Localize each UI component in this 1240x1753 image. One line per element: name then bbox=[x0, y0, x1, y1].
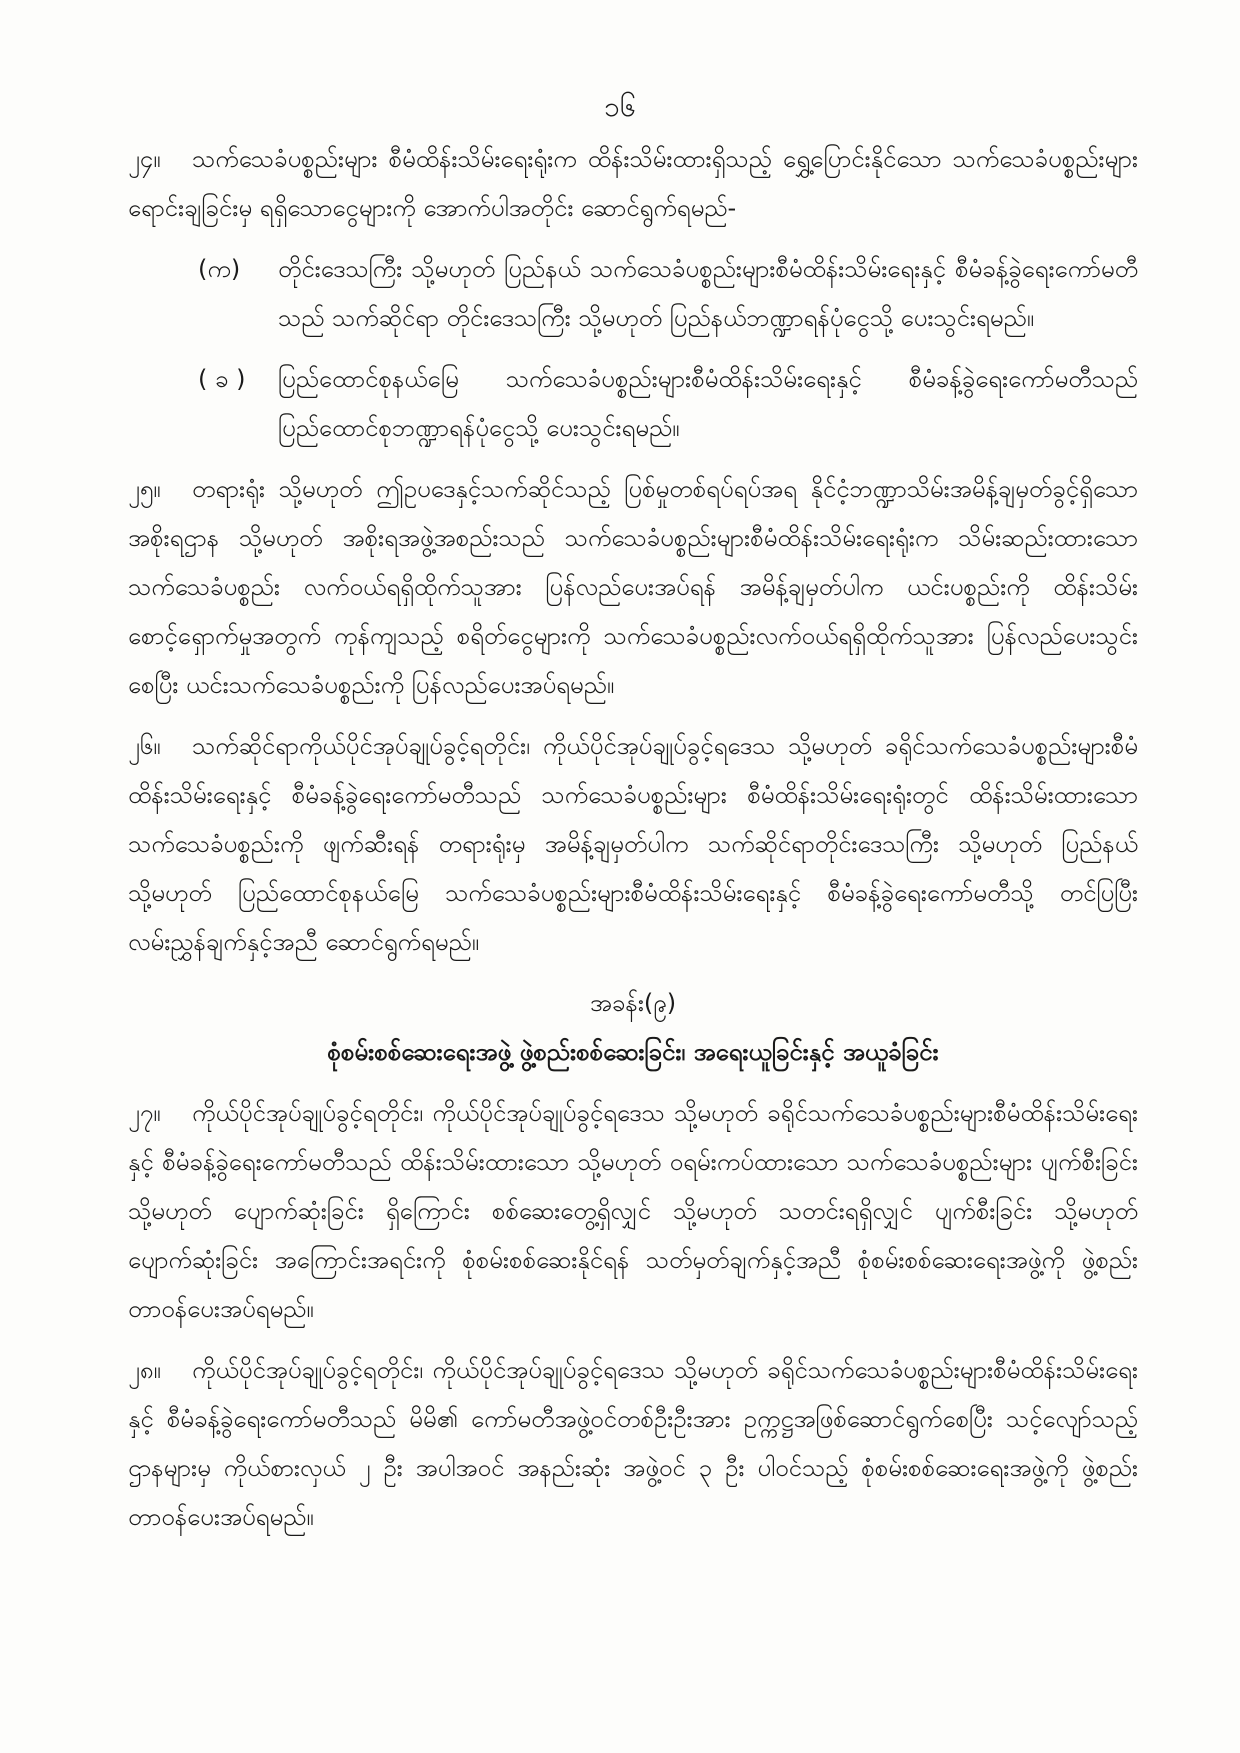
section-27 bbox=[128, 1089, 1138, 1334]
subitem-text: တိုင်းဒေသကြီး သို့မဟုတ် ပြည်နယ် သက်သေခံပစ္စည်းများစီမံထိန်းသိမ်းရေးနှင့် စီမံခန့်ခွဲရေးကော်မတီသည် သက်ဆိုင်ရာ တိုင်းဒေသကြီး သို့မဟုတ် ပြည်နယ်ဘဏ္ဍာရန်ပုံငွေသို့ ပေးသွင်းရမည်။ bbox=[278, 255, 1138, 332]
section-28 bbox=[128, 1346, 1138, 1542]
chapter-heading: စုံစမ်းစစ်ဆေးရေးအဖွဲ့ ဖွဲ့စည်းစစ်ဆေးခြင်း၊ အရေးယူခြင်းနှင့် အယူခံခြင်း bbox=[327, 1038, 939, 1066]
section-text: ကိုယ်ပိုင်အုပ်ချုပ်ခွင့်ရတိုင်း၊ ကိုယ်ပိုင်အုပ်ချုပ်ခွင့်ရဒေသ သို့မဟုတ် ခရိုင်သက်သေခံပစ္စည်းများစီမံထိန်းသိမ်းရေးနှင့် စီမံခန့်ခွဲရေးကော်မတီသည် မိမိ၏ ကော်မတီအဖွဲ့ဝင်တစ်ဦးဦးအား ဥက္ကဋ္ဌအဖြစ်ဆောင်ရွက်စေပြီး သင့်လျော်သည့်ဌာနများမှ ကိုယ်စားလှယ် ၂ ဦး အပါအဝင် အနည်းဆုံး အဖွဲ့ဝင် ၃ ဦး ပါဝင်သည့် စုံစမ်းစစ်ဆေးရေးအဖွဲ့ကို ဖွဲ့စည်းတာဝန်ပေးအပ်ရမည်။ bbox=[128, 1356, 1138, 1531]
subitem-label: ( ခ ) bbox=[198, 365, 246, 393]
page-number: ၁၆ bbox=[604, 90, 636, 123]
subitem-ka bbox=[198, 245, 1138, 343]
chapter-number: အခန်း(၉) bbox=[589, 989, 677, 1017]
section-number: ၂၇။ bbox=[128, 1099, 161, 1127]
subitem-text: ပြည်ထောင်စုနယ်မြေ သက်သေခံပစ္စည်းများစီမံထိန်းသိမ်းရေးနှင့် စီမံခန့်ခွဲရေးကော်မတီသည် ပြည်ထောင်စုဘဏ္ဍာရန်ပုံငွေသို့ ပေးသွင်းရမည်။ bbox=[278, 365, 1138, 442]
section-24 bbox=[128, 135, 1138, 233]
section-text: သက်ဆိုင်ရာကိုယ်ပိုင်အုပ်ချုပ်ခွင့်ရတိုင်း၊ ကိုယ်ပိုင်အုပ်ချုပ်ခွင့်ရဒေသ သို့မဟုတ် ခရိုင်သက်သေခံပစ္စည်းများစီမံထိန်းသိမ်းရေးနှင့် စီမံခန့်ခွဲရေးကော်မတီသည် သက်သေခံပစ္စည်းများ စီမံထိန်းသိမ်းရေးရုံးတွင် ထိန်းသိမ်းထားသော သက်သေခံပစ္စည်းကို ဖျက်ဆီးရန် တရားရုံးမှ အမိန့်ချမှတ်ပါက သက်ဆိုင်ရာတိုင်းဒေသကြီး သို့မဟုတ် ပြည်နယ် သို့မဟုတ် ပြည်ထောင်စုနယ်မြေ သက်သေခံပစ္စည်းများစီမံထိန်းသိမ်းရေးနှင့် စီမံခန့်ခွဲရေးကော်မတီသို့ တင်ပြပြီး လမ်းညွှန်ချက်နှင့်အညီ ဆောင်ရွက်ရမည်။ bbox=[128, 732, 1138, 956]
section-number: ၂၄။ bbox=[128, 145, 161, 173]
section-25 bbox=[128, 465, 1138, 710]
document-body bbox=[128, 135, 1138, 1554]
section-26 bbox=[128, 722, 1138, 967]
section-text: တရားရုံး သို့မဟုတ် ဤဥပဒေနှင့်သက်ဆိုင်သည့် ပြစ်မှုတစ်ရပ်ရပ်အရ နိုင်ငံ့ဘဏ္ဍာသိမ်းအမိန့်ချမှတ်ခွင့်ရှိသော အစိုးရဌာန သို့မဟုတ် အစိုးရအဖွဲ့အစည်းသည် သက်သေခံပစ္စည်းများစီမံထိန်းသိမ်းရေးရုံးက သိမ်းဆည်းထားသော သက်သေခံပစ္စည်း လက်ဝယ်ရရှိထိုက်သူအား ပြန်လည်ပေးအပ်ရန် အမိန့်ချမှတ်ပါက ယင်းပစ္စည်းကို ထိန်းသိမ်းစောင့်ရှောက်မှုအတွက် ကုန်ကျသည့် စရိတ်ငွေများကို သက်သေခံပစ္စည်းလက်ဝယ်ရရှိထိုက်သူအား ပြန်လည်ပေးသွင်းစေပြီး ယင်းသက်သေခံပစ္စည်းကို ပြန်လည်ပေးအပ်ရမည်။ bbox=[128, 475, 1138, 699]
subitem-kha bbox=[198, 355, 1138, 453]
section-number: ၂၆။ bbox=[128, 732, 161, 760]
subitem-label: (က) bbox=[198, 255, 241, 283]
section-text: ကိုယ်ပိုင်အုပ်ချုပ်ခွင့်ရတိုင်း၊ ကိုယ်ပိုင်အုပ်ချုပ်ခွင့်ရဒေသ သို့မဟုတ် ခရိုင်သက်သေခံပစ္စည်းများစီမံထိန်းသိမ်းရေးနှင့် စီမံခန့်ခွဲရေးကော်မတီသည် ထိန်းသိမ်းထားသော သို့မဟုတ် ဝရမ်းကပ်ထားသော သက်သေခံပစ္စည်းများ ပျက်စီးခြင်း သို့မဟုတ် ပျောက်ဆုံးခြင်း ရှိကြောင်း စစ်ဆေးတွေ့ရှိလျှင် သို့မဟုတ် သတင်းရရှိလျှင် ပျက်စီးခြင်း သို့မဟုတ် ပျောက်ဆုံးခြင်း အကြောင်းအရင်းကို စုံစမ်းစစ်ဆေးနိုင်ရန် သတ်မှတ်ချက်နှင့်အညီ စုံစမ်းစစ်ဆေးရေးအဖွဲ့ကို ဖွဲ့စည်းတာဝန်ပေးအပ်ရမည်။ bbox=[128, 1099, 1138, 1323]
section-number: ၂၈။ bbox=[128, 1356, 161, 1384]
section-number: ၂၅။ bbox=[128, 475, 161, 503]
section-text: သက်သေခံပစ္စည်းများ စီမံထိန်းသိမ်းရေးရုံးက ထိန်းသိမ်းထားရှိသည့် ရွှေ့ပြောင်းနိုင်သော သက်သေခံပစ္စည်းများ ရောင်းချခြင်းမှ ရရှိသောငွေများကို အောက်ပါအတိုင်း ဆောင်ရွက်ရမည်- bbox=[128, 145, 1138, 222]
